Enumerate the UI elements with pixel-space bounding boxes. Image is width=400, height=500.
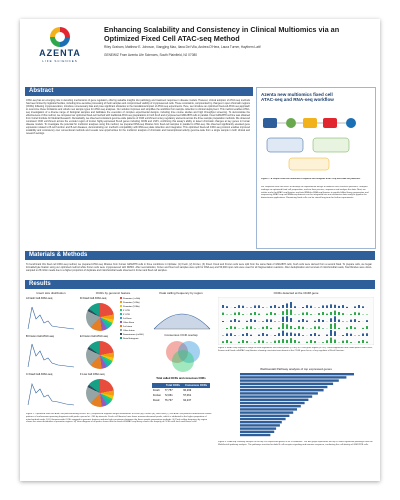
track-peak (290, 310, 292, 315)
track-peak (326, 305, 328, 308)
track-peak (366, 342, 368, 343)
track-peak (366, 320, 368, 322)
pathway-bar (240, 373, 354, 375)
track-peak (266, 334, 268, 336)
track-peak (366, 326, 368, 329)
track-peak (286, 324, 288, 329)
legend-label: Other Intron (123, 330, 135, 332)
track-peak (330, 304, 332, 308)
track-peak (278, 307, 280, 308)
track-peak (310, 328, 312, 329)
track-peak (330, 330, 332, 336)
track-peak (274, 313, 276, 315)
workflow-step-shape (346, 118, 356, 128)
panel-a-label: A Fresh Cell ATAC-seq (26, 297, 53, 300)
track-peak (302, 313, 304, 315)
workflow-diagram (261, 114, 371, 174)
track-peak (274, 341, 276, 343)
pathway-bar (240, 431, 274, 433)
figure3-caption: Figure 3. ATAC-seq sequence image of read alignments and called peaks (OCRs) at CD48 gene region (in IGV). Read alignments and called peaks from Fresh, Frozen and Fixed cell ATAC-seq libraries showing consistent enrichment at the CD48 gene locus, a key regulator of B-cell function. (218, 347, 373, 352)
track-peak (286, 303, 288, 308)
track-peak (302, 327, 304, 329)
track-peak (306, 305, 308, 308)
track-peak (330, 324, 332, 329)
track-peak (318, 307, 320, 308)
peak-calling-plot (152, 297, 212, 331)
track-peak (234, 313, 236, 315)
results-heading: Results (25, 280, 375, 289)
track-peak (290, 302, 292, 308)
table-cell: Frozen (153, 394, 162, 397)
logo-subtitle: LIFE SCIENCES (42, 59, 78, 63)
legend-swatch (120, 313, 122, 315)
track-peak (226, 334, 228, 336)
track-peak (258, 305, 260, 308)
track-peak (322, 320, 324, 322)
track-peak (334, 316, 336, 322)
ocr-feature-title: OCRs by genomic feature (95, 291, 131, 295)
track-peak (354, 327, 356, 329)
track-peak (294, 334, 296, 336)
track-peak (278, 340, 280, 343)
table-cell: 62,237 (183, 399, 192, 402)
track-peak (330, 312, 332, 315)
track-peak (326, 314, 328, 315)
track-peak (310, 306, 312, 308)
track-peak (230, 326, 232, 329)
legend-swatch (120, 321, 122, 323)
track-peak (230, 320, 232, 322)
track-peak (250, 319, 252, 322)
track-peak (322, 342, 324, 343)
track-peak (250, 307, 252, 308)
track-peak (298, 326, 300, 329)
poster (20, 19, 380, 481)
pathway-bar (240, 389, 324, 391)
track-peak (270, 312, 272, 315)
pathway-bar-chart (240, 373, 370, 439)
track-peak (222, 321, 224, 322)
pathway-bar (240, 392, 318, 394)
table-cell: 77,757 (164, 389, 173, 392)
track-peak (314, 341, 316, 343)
track-peak (266, 326, 268, 329)
venn-circle-fixed (172, 350, 194, 372)
track-peak (278, 327, 280, 329)
table-header: Consensus OCRs (185, 384, 208, 387)
track-peak (282, 317, 284, 322)
track-peak (250, 326, 252, 329)
track-peak (230, 342, 232, 343)
track-peak (322, 328, 324, 329)
legend-swatch (120, 337, 122, 339)
legend-label: Promoter (2-3kb) (123, 306, 140, 308)
figure2-caption: Figure 2. Optimized fixed cell ATAC-seq benchmarking results. A-C) Sequenced fragment length distributions of Fresh (A), Frozen (B), and Fixed (C) cell ATAC-seq libraries demonstrate similar patterns of nucleosome-spanning fragments with peaks spaced at ~200 bp intervals. Fresh cell libraries have fewer mononucleosomal peaks, which is attributed to the higher proportion of mitochondrial reads. D-F) Genome-wide OCRs mapped to genomic features indicate high consistency between the three sample preparation methods. G) Peak calling frequency by region shows the same distribution of promoter regions. H) Venn diagram of all peaks shows that the fixed cell ATAC-seq library shares the majority of OCRs with fresh and frozen cells. (26, 413, 212, 424)
workflow-title: Azenta new multiomics fixed cell ATAC-seq and RNA-seq workflow (261, 92, 334, 103)
table-cell: 72,061 (164, 394, 173, 397)
table-cell: Fixed (153, 399, 160, 402)
track-peak (254, 342, 256, 343)
track-peak (338, 312, 340, 315)
track-peak (246, 321, 248, 322)
methods-text: To benchmark this fixed cell ATAC-seq method, we prepared ATAC-seq libraries from human GM12878 cells in three conditions in triplicate: (1) Fresh, (2) Frozen, (3) Fixed. Fixed and Frozen cells were split from the same flask of GM12878 cells; fresh cells were derived from a second flask. To prepare cells, we began formaldehyde fixation using our optimized method while frozen cells were cryopreserved with DMSO. After reconstitution, frozen and fixed cell samples were split for RNA-seq and 50,000 input cells were used for all fragmentation reactions. After deduplication and removal of mitochondrial reads, final libraries were down-sampled to 25 million reads due to a higher proportion of duplicate and mitochondrial reads observed in frozen and fixed cell samples. (26, 263, 372, 272)
track-peak (314, 333, 316, 336)
pathway-bar (240, 421, 282, 423)
genomic-feature-pie (86, 379, 114, 407)
table-cell: 66,299 (183, 389, 192, 392)
track-peak (282, 311, 284, 315)
track-peak (282, 339, 284, 343)
table-cell: Fresh (153, 389, 160, 392)
legend-label: 3' UTR (123, 314, 130, 316)
track-peak (246, 341, 248, 343)
track-peak (238, 305, 240, 308)
pathway-bar (240, 402, 305, 404)
track-peak (318, 335, 320, 336)
workflow-step-shape (263, 118, 277, 128)
track-peak (358, 321, 360, 322)
workflow-step-shape (286, 118, 296, 128)
legend-swatch (120, 333, 122, 335)
track-peak (278, 333, 280, 336)
track-peak (254, 305, 256, 308)
legend-label: Downstream (<=300) (123, 334, 144, 336)
track-peak (342, 341, 344, 343)
pathway-bar (240, 424, 280, 426)
affiliation: GENEWIZ From Azenta Life Sciences, South Plainfield, NJ 07080 (104, 53, 198, 57)
track-peak (302, 335, 304, 336)
track-peak (350, 314, 352, 315)
table-header: Total OCRs (165, 384, 180, 387)
consensus-title: Consensus OCR overlap (164, 333, 198, 337)
peak-calling-title: Peak calling frequency by region (159, 291, 203, 295)
track-peak (362, 333, 364, 336)
track-peak (306, 321, 308, 322)
pathway-bar (240, 411, 293, 413)
track-peak (290, 318, 292, 322)
track-peak (334, 323, 336, 329)
track-peak (338, 320, 340, 322)
track-peak (242, 340, 244, 343)
track-peak (274, 335, 276, 336)
track-peak (310, 340, 312, 343)
track-peak (334, 331, 336, 336)
track-peak (254, 328, 256, 329)
legend-swatch (120, 317, 122, 319)
ocr-track-title: OCRs detected at the CD48 gene (273, 291, 319, 295)
insert-size-title: Insert size distribution (36, 291, 66, 295)
workflow-integration-box (289, 158, 329, 170)
legend-swatch (120, 305, 122, 307)
logo-name: AZENTA (39, 48, 81, 58)
track-peak (286, 316, 288, 322)
pathway-bar (240, 415, 289, 417)
track-peak (362, 306, 364, 308)
pathway-bar (240, 408, 297, 410)
genomic-feature-pie (86, 341, 114, 369)
legend-label: Promoter (1-2kb) (123, 302, 140, 304)
workflow-atac-box (267, 138, 303, 152)
track-peak (262, 327, 264, 329)
legend-swatch (120, 325, 122, 327)
track-peak (318, 319, 320, 322)
consensus-venn (160, 338, 206, 374)
track-peak (226, 328, 228, 329)
track-peak (326, 335, 328, 336)
track-peak (286, 340, 288, 343)
track-peak (318, 313, 320, 315)
track-peak (258, 340, 260, 343)
insert-size-plot-a (26, 301, 76, 331)
track-peak (362, 328, 364, 329)
track-peak (294, 340, 296, 343)
table-row (152, 398, 210, 403)
track-peak (346, 307, 348, 308)
genomic-feature-legend (120, 297, 150, 341)
pathway-bar (240, 405, 301, 407)
pathway-bar (240, 383, 333, 385)
track-peak (242, 328, 244, 329)
track-peak (262, 321, 264, 322)
track-peak (350, 342, 352, 343)
track-peak (314, 321, 316, 322)
track-peak (234, 307, 236, 308)
track-peak (282, 323, 284, 329)
track-peak (242, 334, 244, 336)
track-peak (302, 319, 304, 322)
track-peak (366, 333, 368, 336)
insert-size-column (26, 297, 76, 411)
panel-b-label: B Frozen Cell ATAC-seq (26, 335, 54, 338)
legend-label: Other Exon (123, 322, 135, 324)
pathway-bar (240, 399, 308, 401)
track-peak (334, 305, 336, 308)
track-peak (274, 321, 276, 322)
genomic-feature-pie (86, 303, 114, 331)
pathway-bar (240, 386, 327, 388)
track-peak (262, 307, 264, 308)
track-peak (310, 334, 312, 336)
track-peak (234, 335, 236, 336)
track-peak (306, 342, 308, 343)
track-peak (298, 342, 300, 343)
pathway-bar (240, 418, 286, 420)
track-peak (258, 314, 260, 315)
track-peak (226, 340, 228, 343)
figure1-caption: Figure 1. A simple fixed-cell workflow to capture and integrate ATAC-seq and RNA-seq datasets. (261, 178, 361, 180)
track-peak (262, 341, 264, 343)
legend-label: 1st Exon (123, 318, 132, 320)
track-peak (282, 305, 284, 308)
track-peak (330, 338, 332, 343)
track-peak (246, 326, 248, 329)
track-peak (266, 314, 268, 315)
track-peak (322, 305, 324, 308)
authors: Riley Graham, Matthew E. Johnson, Xiangjing Mao, Ilana Del Vila, Andrea D'Hera, Laura Turner, Haythem Latif (104, 45, 261, 49)
track-peak (238, 342, 240, 343)
track-peak (226, 306, 228, 308)
track-peak (350, 334, 352, 336)
track-peak (286, 333, 288, 336)
track-peak (242, 306, 244, 308)
track-peak (350, 320, 352, 322)
track-peak (302, 307, 304, 308)
track-peak (238, 320, 240, 322)
track-peak (350, 326, 352, 329)
track-peak (358, 341, 360, 343)
ocr-table-title: Total called OCRs and consensus OCRs (156, 377, 206, 380)
track-peak (334, 311, 336, 315)
track-peak (298, 320, 300, 322)
track-peak (222, 305, 224, 308)
track-peak (230, 333, 232, 336)
track-peak (362, 340, 364, 343)
track-peak (290, 338, 292, 343)
panel-d-label: D Fixed Cell ATAC-seq (80, 297, 107, 300)
track-peak (234, 327, 236, 329)
legend-item (120, 337, 150, 341)
track-peak (310, 314, 312, 315)
legend-swatch (120, 297, 122, 299)
track-peak (222, 341, 224, 343)
track-peak (358, 313, 360, 315)
legend-swatch (120, 309, 122, 311)
legend-label: 1st Intron (123, 326, 133, 328)
ocr-table (152, 383, 210, 403)
pathway-bar (240, 427, 276, 429)
insert-size-plot-b (26, 339, 76, 369)
track-peak (330, 318, 332, 322)
table-cell: 57,061 (183, 394, 192, 397)
track-peak (314, 326, 316, 329)
methods-heading: Materials & Methods (25, 251, 375, 260)
track-peak (334, 340, 336, 343)
track-peak (254, 320, 256, 322)
cd48-track-plot (218, 297, 374, 345)
track-peak (270, 328, 272, 329)
pathway-bar (240, 395, 312, 397)
legend-swatch (120, 301, 122, 303)
legend-label: Promoter (<=1kb) (123, 298, 141, 300)
insert-size-plot-c (26, 377, 76, 407)
track-peak (346, 327, 348, 329)
workflow-step-shape (303, 118, 317, 128)
track-peak (282, 331, 284, 336)
track-peak (338, 328, 340, 329)
workflow-text: We cooperate with end users to develop an experimental design to address their research questions. Samples undergo an optimized fixed cell preparation, and we then process, sequence and analyze the data. Next, we isolate nuclei for ATAC-seq libraries and total RNA for RNA-seq libraries in parallel. After library preparation and sequencing, ATAC-seq and RNA-seq datasets can be integrated into our multiomics data analysis pipeline for downstream applications. Remaining fixed cells can be stored long-term for further experiments. (261, 186, 369, 200)
track-peak (342, 313, 344, 315)
track-peak (294, 306, 296, 308)
track-peak (266, 319, 268, 322)
track-peak (306, 312, 308, 315)
track-peak (286, 309, 288, 315)
track-peak (354, 306, 356, 308)
track-peak (238, 312, 240, 315)
track-peak (346, 333, 348, 336)
track-peak (234, 319, 236, 322)
legend-label: Distal Intergenic (123, 338, 139, 340)
track-peak (270, 319, 272, 322)
track-peak (342, 335, 344, 336)
track-peak (338, 306, 340, 308)
figure4-caption: Figure 4. RNA-seq Pathway analysis of the top 250 expressed genes in all 3 conditions. The bar graph represents the top 20 most significant pathways from the WebGestalt pathway analysis. The pathways enriched include B cell receptor signaling and immune response, confirming the cell identity of GM12878 cells. (218, 441, 373, 446)
azenta-logo-icon (50, 27, 70, 47)
pathway-bar (240, 434, 270, 436)
track-peak (258, 335, 260, 336)
track-peak (326, 340, 328, 343)
pathway-bar (240, 379, 339, 381)
track-peak (354, 319, 356, 322)
track-peak (342, 305, 344, 308)
legend-swatch (120, 329, 122, 331)
track-peak (274, 305, 276, 308)
track-peak (250, 313, 252, 315)
track-peak (222, 313, 224, 315)
panel-c-label: C Fixed Cell ATAC-seq (26, 373, 53, 376)
track-peak (254, 312, 256, 315)
track-peak (290, 326, 292, 329)
panel-f-label: F Live Cell ATAC-seq (80, 373, 105, 376)
track-peak (358, 305, 360, 308)
pathway-bar (240, 376, 346, 378)
track-peak (346, 340, 348, 343)
legend-label: 5' UTR (123, 310, 130, 312)
track-peak (250, 335, 252, 336)
track-peak (290, 333, 292, 336)
track-peak (242, 314, 244, 315)
abstract-heading: Abstract (25, 87, 253, 96)
workflow-step-shape (323, 118, 337, 128)
track-peak (354, 312, 356, 315)
poster-title: Enhancing Scalability and Consistency in Clinical Multiomics via an Optimized Fixed Cell ATAC-seq Method (104, 25, 340, 43)
pathway-title: WebGestalt Pathway analysis of top expressed genes (260, 367, 332, 371)
track-peak (318, 326, 320, 329)
track-peak (246, 333, 248, 336)
workflow-rna-box (313, 138, 349, 152)
track-peak (294, 328, 296, 329)
track-peak (322, 312, 324, 315)
workflow-panel (256, 87, 376, 249)
track-peak (298, 333, 300, 336)
track-peak (262, 333, 264, 336)
table-cell: 76,737 (164, 399, 173, 402)
panel-e-label: E Frozen Cell ATAC-seq (80, 335, 108, 338)
abstract-text: ATAC-seq has an emerging role in decoding mechanisms of gene regulation, offering valuable insights into pathology and treatment response in disease models. However, clinical adoption of ATAC-seq methods has been limited by logistical hurdles, including time-sensitive processing of fresh samples and compromised viability of cryopreserved cells. These constraints, compounded by changes in open chromatin regions (OCRs) following cryopreservation, introduce unnecessary bias and pose significant obstacles to the translational impact of ATAC-seq experiments. Here, we introduce an optimized fixed-cell ATAC-seq approach to overcome these limitations and unlock new sample types for ATAC-seq analyses. Our solution improves and simplifies the workflow from sample collection to clinical deployment. This method enables ATAC-seq investigation of a diverse range of biological samples and facilitates the execution of complex experimental designs, including time course studies and high throughput screening. To demonstrate the effectiveness of this method, we compared our optimized fixed-cell method with traditional ATAC-seq preparations in both fresh and cryopreserved GM12878 cells in parallel. Fixed GM12878 cell line was obtained from Coriell Institute for Medical Research. Remarkably, we observed consistent genome-wide patterns of OCR enrichment at key regulatory elements across the three sample preparation methods. We observed consistent OCR enrichment across the encoder region of known highly-expressed B-cell genes including CD49 and LSP1, confirming this assay's ability to detect chromatin changes at key genes in human disease models. To investigate the potential for multiomic analyses using this method, we prepared RNA-seq libraries from fixed-cell samples in parallel to ATAC-seq. We observed significantly elevated gene expression related to B-cell function and B-cell diseases, demonstrating our method's compatibility with RNA-seq data collection and integration. This optimized fixed-cell ATAC-seq protocol enables improved scalability and consistency over conventional methods and reveals new opportunities for the multiomic analysis of chromatin and transcriptional activity genome-wide from a single sample in both clinical and research settings. (26, 99, 250, 135)
track-peak (270, 306, 272, 308)
